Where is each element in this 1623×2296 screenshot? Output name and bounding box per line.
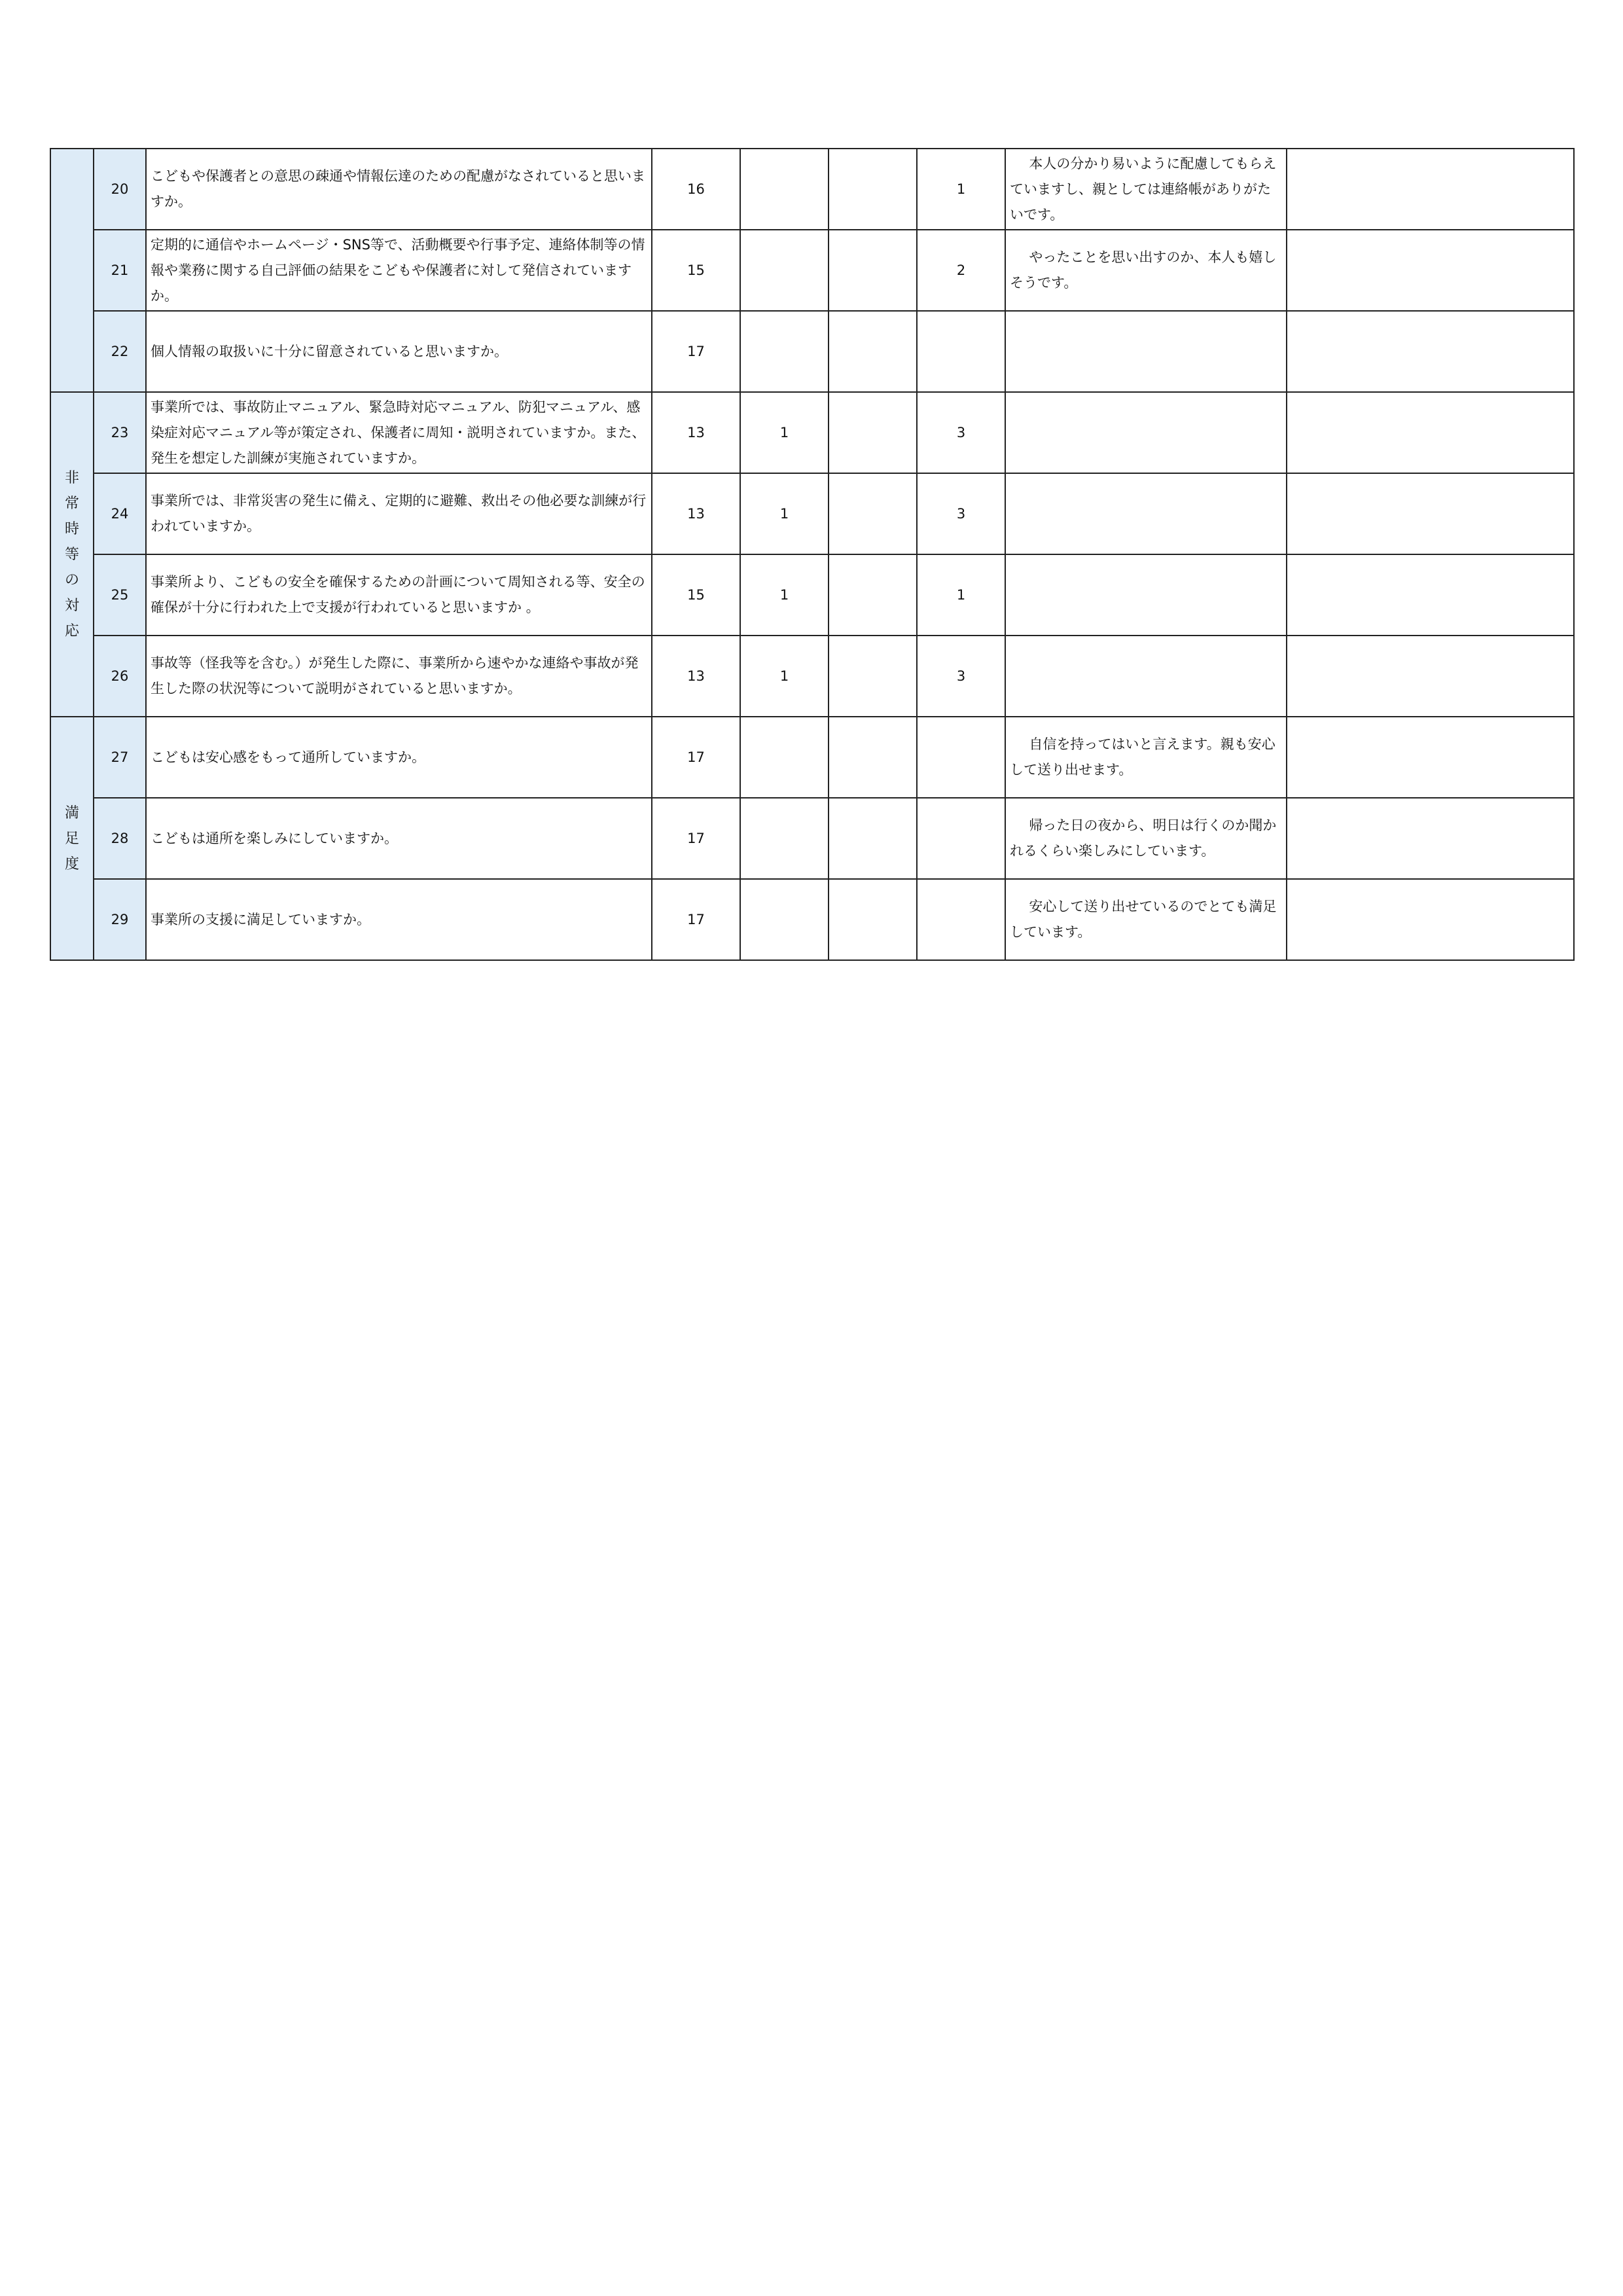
- answer-no-count: [829, 879, 917, 960]
- answer-unknown-count: [917, 879, 1005, 960]
- answer-yes-count: 13: [652, 392, 740, 473]
- comment-cell: [1005, 392, 1287, 473]
- answer-yes-count: 13: [652, 473, 740, 554]
- category-cell-continued: [50, 149, 94, 392]
- extra-cell: [1287, 149, 1574, 230]
- answer-no-count: [829, 717, 917, 798]
- row-number: 26: [94, 636, 146, 717]
- category-satisfaction: 満足度: [50, 717, 94, 960]
- extra-cell: [1287, 636, 1574, 717]
- row-number: 23: [94, 392, 146, 473]
- answer-no-count: [829, 230, 917, 311]
- answer-unknown-count: [917, 717, 1005, 798]
- question-text: こどもは通所を楽しみにしていますか。: [146, 798, 652, 879]
- answer-unknown-count: 3: [917, 392, 1005, 473]
- answer-no-count: [829, 554, 917, 636]
- extra-cell: [1287, 717, 1574, 798]
- answer-yes-count: 17: [652, 879, 740, 960]
- answer-no-count: [829, 636, 917, 717]
- comment-cell: やったことを思い出すのか、本人も嬉しそうです。: [1005, 230, 1287, 311]
- answer-no-count: [829, 473, 917, 554]
- extra-cell: [1287, 554, 1574, 636]
- question-text: 事業所では、事故防止マニュアル、緊急時対応マニュアル、防犯マニュアル、感染症対応マニュアル等が策定され、保護者に周知・説明されていますか。また、発生を想定した訓練が実施されていますか。: [146, 392, 652, 473]
- answer-yes-count: 15: [652, 230, 740, 311]
- answer-neutral-count: [740, 717, 829, 798]
- answer-no-count: [829, 392, 917, 473]
- row-number: 29: [94, 879, 146, 960]
- answer-neutral-count: [740, 311, 829, 392]
- comment-cell: [1005, 311, 1287, 392]
- comment-cell: 自信を持ってはいと言えます。親も安心して送り出せます。: [1005, 717, 1287, 798]
- answer-neutral-count: [740, 798, 829, 879]
- answer-neutral-count: [740, 149, 829, 230]
- table-row: [50, 554, 1574, 636]
- answer-unknown-count: 3: [917, 473, 1005, 554]
- question-text: こどもは安心感をもって通所していますか。: [146, 717, 652, 798]
- answer-yes-count: 15: [652, 554, 740, 636]
- table-row: [50, 473, 1574, 554]
- answer-no-count: [829, 311, 917, 392]
- extra-cell: [1287, 798, 1574, 879]
- question-text: 事業所より、こどもの安全を確保するための計画について周知される等、安全の確保が十分に行われた上で支援が行われていると思いますか 。: [146, 554, 652, 636]
- answer-unknown-count: 3: [917, 636, 1005, 717]
- answer-yes-count: 13: [652, 636, 740, 717]
- row-number: 21: [94, 230, 146, 311]
- answer-unknown-count: 1: [917, 554, 1005, 636]
- answer-neutral-count: 1: [740, 636, 829, 717]
- row-number: 27: [94, 717, 146, 798]
- comment-cell: 本人の分かり易いように配慮してもらえていますし、親としては連絡帳がありがたいです。: [1005, 149, 1287, 230]
- extra-cell: [1287, 392, 1574, 473]
- answer-unknown-count: [917, 311, 1005, 392]
- comment-cell: [1005, 554, 1287, 636]
- row-number: 24: [94, 473, 146, 554]
- answer-no-count: [829, 149, 917, 230]
- comment-cell: [1005, 473, 1287, 554]
- answer-unknown-count: 1: [917, 149, 1005, 230]
- table-row: [50, 392, 1574, 473]
- answer-neutral-count: 1: [740, 473, 829, 554]
- row-number: 25: [94, 554, 146, 636]
- category-emergency: 非常時等の対応: [50, 392, 94, 717]
- answer-yes-count: 16: [652, 149, 740, 230]
- extra-cell: [1287, 879, 1574, 960]
- comment-cell: 安心して送り出せているのでとても満足しています。: [1005, 879, 1287, 960]
- question-text: こどもや保護者との意思の疎通や情報伝達のための配慮がなされていると思いますか。: [146, 149, 652, 230]
- comment-cell: 帰った日の夜から、明日は行くのか聞かれるくらい楽しみにしています。: [1005, 798, 1287, 879]
- extra-cell: [1287, 311, 1574, 392]
- table-row: [50, 798, 1574, 879]
- row-number: 28: [94, 798, 146, 879]
- table-row: [50, 149, 1574, 230]
- extra-cell: [1287, 230, 1574, 311]
- answer-yes-count: 17: [652, 717, 740, 798]
- survey-table: [50, 148, 1575, 961]
- table-row: [50, 230, 1574, 311]
- extra-cell: [1287, 473, 1574, 554]
- answer-neutral-count: 1: [740, 554, 829, 636]
- answer-yes-count: 17: [652, 311, 740, 392]
- question-text: 事故等（怪我等を含む。）が発生した際に、事業所から速やかな連絡や事故が発生した際の状況等について説明がされていると思いますか。: [146, 636, 652, 717]
- answer-neutral-count: [740, 879, 829, 960]
- table-row: [50, 311, 1574, 392]
- answer-neutral-count: [740, 230, 829, 311]
- table-row: [50, 717, 1574, 798]
- answer-unknown-count: [917, 798, 1005, 879]
- row-number: 22: [94, 311, 146, 392]
- question-text: 事業所の支援に満足していますか。: [146, 879, 652, 960]
- question-text: 定期的に通信やホームページ・SNS等で、活動概要や行事予定、連絡体制等の情報や業務に関する自己評価の結果をこどもや保護者に対して発信されていますか。: [146, 230, 652, 311]
- question-text: 個人情報の取扱いに十分に留意されていると思いますか。: [146, 311, 652, 392]
- comment-cell: [1005, 636, 1287, 717]
- question-text: 事業所では、非常災害の発生に備え、定期的に避難、救出その他必要な訓練が行われていますか。: [146, 473, 652, 554]
- answer-unknown-count: 2: [917, 230, 1005, 311]
- row-number: 20: [94, 149, 146, 230]
- answer-no-count: [829, 798, 917, 879]
- table-row: [50, 879, 1574, 960]
- table-row: [50, 636, 1574, 717]
- answer-neutral-count: 1: [740, 392, 829, 473]
- answer-yes-count: 17: [652, 798, 740, 879]
